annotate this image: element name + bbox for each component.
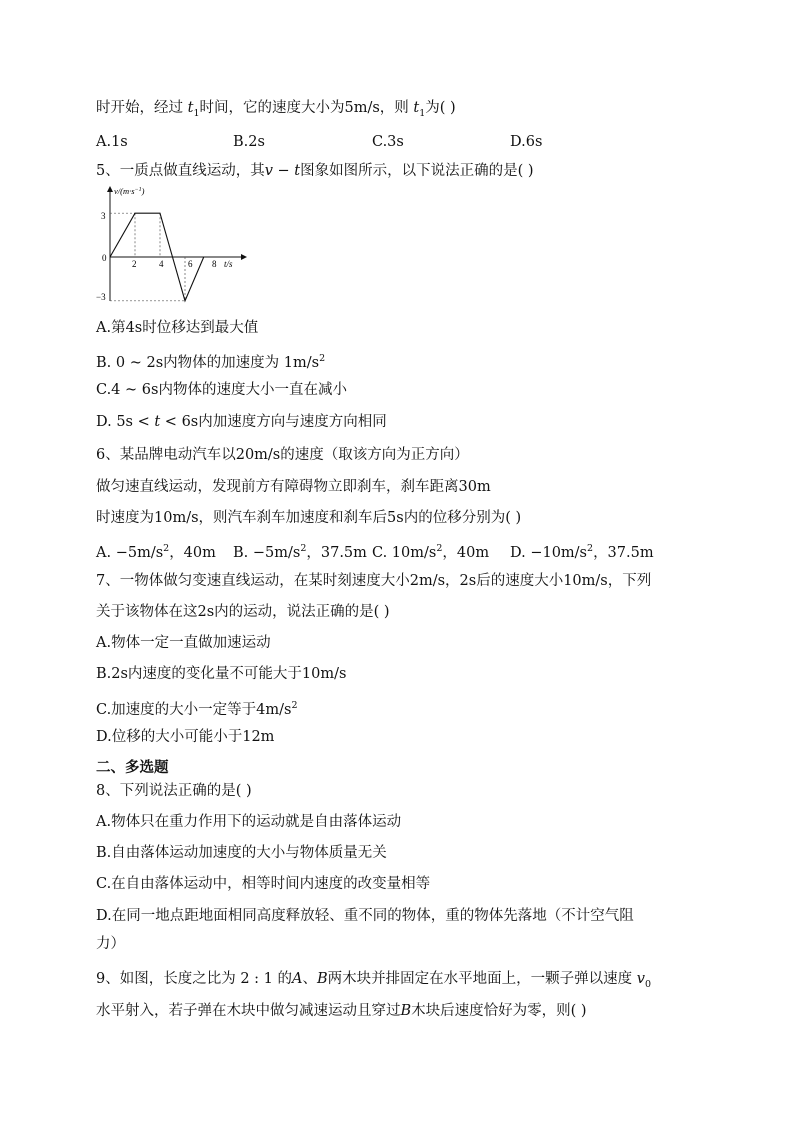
x-tick-8: 8 <box>212 259 217 269</box>
x-tick-2: 2 <box>132 259 137 269</box>
q7-stem-line1: 7、一物体做匀变速直线运动，在某时刻速度大小2m/s，2s后的速度大小10m/s，下列 <box>96 573 652 589</box>
q8-option-b: B.自由落体运动加速度的大小与物体质量无关 <box>96 845 387 861</box>
q8-option-d-line1: D.在同一地点距地面相同高度释放轻、重不同的物体，重的物体先落地（不计空气阻 <box>96 908 634 924</box>
q7-option-b: B.2s内速度的变化量不可能大于10m/s <box>96 666 347 682</box>
velocity-time-graph <box>96 183 256 305</box>
q6-option-c: C. $10m/s^2$，40m <box>372 543 490 561</box>
q4-option-d: D.6s <box>510 134 543 150</box>
q5-stem: 5、一质点做直线运动，其v − t图象如图所示，以下说法正确的是( ) <box>96 163 534 179</box>
x-axis-label: t/s <box>224 259 233 269</box>
q8-option-d-line2: 力） <box>96 936 125 952</box>
q8-option-c: C.在自由落体运动中，相等时间内速度的改变量相等 <box>96 876 431 892</box>
q6-option-b: B. $-5m/s^2$，37.5m <box>233 543 367 561</box>
q9-stem-line2: 水平射入，若子弹在木块中做匀减速运动且穿过B木块后速度恰好为零，则( ) <box>96 1003 587 1019</box>
y-axis-label: $v/(m\cdot s^{-1})$ <box>114 186 145 196</box>
q6-stem-line1: 6、某品牌电动汽车以20m/s的速度（取该方向为正方向） <box>96 447 469 463</box>
q7-option-c: C.加速度的大小一定等于$4m/s^2$ <box>96 700 298 718</box>
q4-stem: 时开始，经过 $t_1$时间，它的速度大小为5m/s，则 $t_1$为( ) <box>96 100 456 119</box>
origin-label: 0 <box>102 253 107 263</box>
x-tick-6: 6 <box>188 259 193 269</box>
q6-option-a: A. $-5m/s^2$，40m <box>96 543 216 561</box>
q6-stem-line3: 时速度为10m/s，则汽车刹车加速度和刹车后5s内的位移分别为( ) <box>96 510 522 526</box>
q8-option-a: A.物体只在重力作用下的运动就是自由落体运动 <box>96 814 402 830</box>
q4-option-a: A.1s <box>96 134 128 150</box>
y-tick-3: 3 <box>101 211 106 221</box>
q5-option-b: B. 0 ~ 2s内物体的加速度为 $1m/s^2$ <box>96 353 326 371</box>
q7-stem-line2: 关于该物体在这2s内的运动，说法正确的是( ) <box>96 604 390 620</box>
q6-option-d: D. $-10m/s^2$，37.5m <box>510 543 654 561</box>
q7-option-a: A.物体一定一直做加速运动 <box>96 635 271 651</box>
q5-option-c: C.4 ~ 6s内物体的速度大小一直在减小 <box>96 382 347 398</box>
x-tick-4: 4 <box>159 259 164 269</box>
q6-stem-line2: 做匀速直线运动，发现前方有障碍物立即刹车，刹车距离30m <box>96 479 491 495</box>
q7-option-d: D.位移的大小可能小于12m <box>96 729 275 745</box>
q5-option-d: D. 5s < t < 6s内加速度方向与速度方向相同 <box>96 414 387 430</box>
q5-option-a: A.第4s时位移达到最大值 <box>96 320 259 336</box>
q9-stem-line1: 9、如图，长度之比为 2 : 1 的A、B两木块并排固定在水平地面上，一颗子弹以速度 $v_0$ <box>96 971 651 990</box>
q4-option-c: C.3s <box>372 134 404 150</box>
y-tick-neg3: −3 <box>96 292 106 302</box>
section-title: 二、多选题 <box>96 760 169 776</box>
q8-stem: 8、下列说法正确的是( ) <box>96 783 252 799</box>
q4-option-b: B.2s <box>233 134 265 150</box>
